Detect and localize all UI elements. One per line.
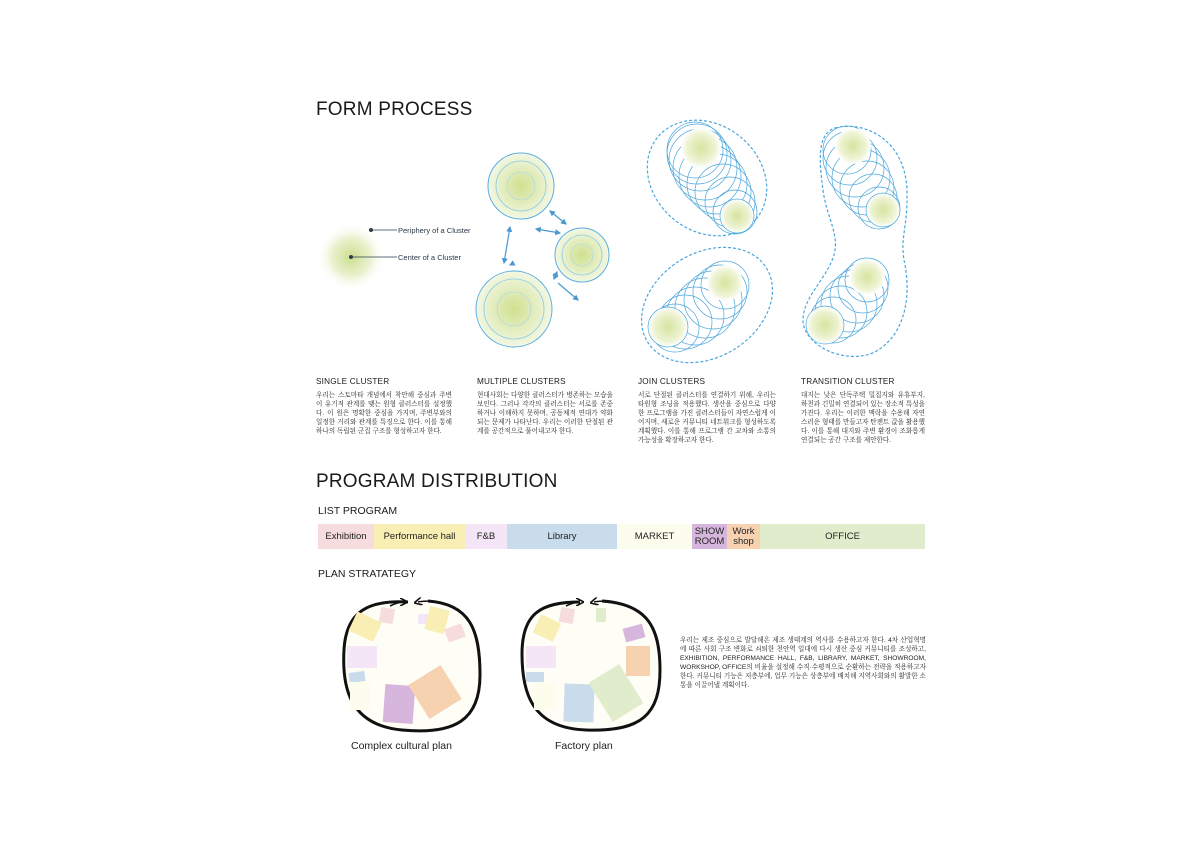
join-bottom-center-a [707,265,743,301]
join-top-center-b [720,199,754,233]
zone-library-a [526,672,544,682]
step-text-multiple: 현대사회는 다양한 클러스터가 병존하는 모습을 보인다. 그러나 각각의 클러스터는 서로를 존중하거나 이해하지 못하며, 공동체적 연대가 약화되는 문제가 나타난다. 우리는 이러한 단절된 관계를 공간적으로 풀어내고자 한다. [477,392,613,436]
join-top-center-a [681,128,721,168]
program-segment-performance-hall: Performance hall [374,524,465,549]
program-segment-market: MARKET [617,524,692,549]
cluster-right [555,228,609,282]
transition-center-a [835,128,871,164]
section-title-program-distribution: PROGRAM DISTRIBUTION [316,471,558,492]
section-title-form-process: FORM PROCESS [316,99,473,120]
program-segment-office: OFFICE [760,524,925,549]
join-clusters-diagram [635,120,785,365]
step-title-transition: TRANSITION CLUSTER [801,377,895,386]
zone-fb-b [347,646,377,668]
zone-market [534,682,556,710]
list-program-title: LIST PROGRAM [318,505,398,517]
periphery-label: Periphery of a Cluster [398,226,471,235]
cluster-top [488,153,554,219]
step-title-join: JOIN CLUSTERS [638,377,706,386]
program-segment-library: Library [507,524,617,549]
step-text-join: 서로 단절된 클러스터를 연결하기 위해, 우리는 타원형 조닝을 적용했다. 생산을 중심으로 다양한 프로그램을 가진 클러스터들이 자연스럽게 이어지며, 새로운 커뮤니티 네트워크를 형성하도록 계획했다. 이를 통해 프로그램 간 교차와 소통의 가능성을 확장하고자 한다. [638,392,776,445]
program-ratio-bar [318,524,925,549]
program-segment-show-room: SHOW ROOM [692,524,727,549]
program-segment-f-b: F&B [465,524,507,549]
join-top-rings [624,96,790,259]
plan-caption-complex: Complex cultural plan [351,740,452,752]
complex-cultural-plan-diagram [330,590,490,740]
plan-strategy-title: PLAN STRATATEGY [318,568,417,580]
center-label: Center of a Cluster [398,253,461,262]
plan-strategy-text: 우리는 제조 중심으로 발달해온 제조 생태계의 역사를 수용하고자 한다. 4차 산업혁명에 따른 사회 구조 변화로 쇠퇴한 천안역 일대에 다시 생산 중심 커뮤니티를 조성하고, EXHIBITION, PERFORMANCE HALL, F&B, LIBRARY, MARKET, SHOWROOM, WORKSHOP, OFFICE의 비율을 설정해 수직·수평적으로 순환하는 전략을 적용하고자 한다. 커뮤니티 기능은 저층부에, 업무 기능은 상층부에 배치해 지역사회와의 활발한 소통을 이끌어낼 계획이다. [680,637,926,690]
transition-cluster-diagram [795,120,925,365]
program-segment-exhibition: Exhibition [318,524,374,549]
transition-center-d [806,306,844,344]
program-segment-work-shop: Work shop [727,524,760,549]
step-title-multiple: MULTIPLE CLUSTERS [477,377,566,386]
zone-exhibition-a [379,607,395,624]
transition-center-b [866,193,900,227]
zone-market [350,682,370,710]
zone-library-b [563,683,594,722]
transition-center-c [849,259,885,295]
join-bottom-center-b [648,307,688,347]
join-bottom-rings [620,224,794,386]
zone-showroom [383,684,416,724]
zone-workshop [626,646,650,676]
zone-fb [526,646,556,668]
multiple-clusters-diagram [470,145,630,360]
zone-exhibition [559,607,575,624]
zone-office-a [596,608,606,622]
factory-plan-diagram [510,590,670,740]
step-text-single: 우리는 스토마타 개념에서 착안해 중심과 주변이 유기적 관계를 맺는 원형 클러스터를 설정했다. 이 원은 명확한 중심을 가지며, 주변부와의 일정한 거리와 관계를 특징으로 한다. 이를 통해 하나의 독립된 군집 구조를 형성하고자 한다. [316,392,452,436]
step-text-transition: 대지는 낮은 단독주택 밀집지와 유휴부지, 하천과 긴밀히 연결되어 있는 장소적 특성을 가진다. 우리는 이러한 맥락을 수용해 자연스러운 형태를 만들고자 탄젠트 값을 활용했다. 이를 통해 대지와 주변 환경이 조화롭게 연결되는 공간 구조를 제안한다. [801,392,925,445]
cluster-bottom [476,271,552,347]
plan-caption-factory: Factory plan [555,740,613,752]
step-title-single: SINGLE CLUSTER [316,377,390,386]
